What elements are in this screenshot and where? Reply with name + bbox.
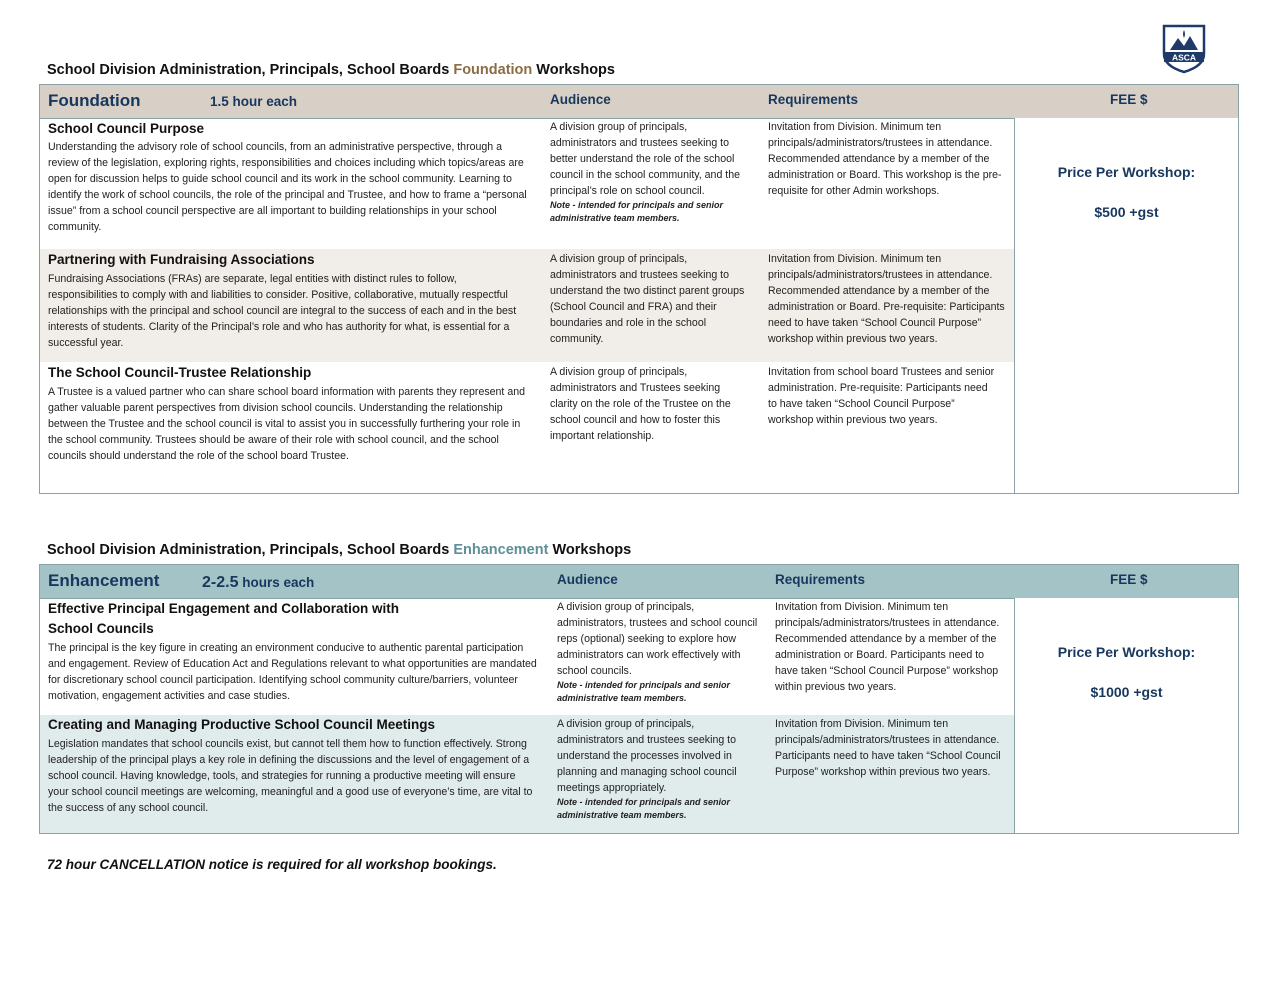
workshop-title: Effective Principal Engagement and Collaboration with School Councils — [48, 601, 400, 636]
enhancement-table — [39, 564, 1239, 834]
audience-note: Note - intended for principals and senior administrative team members. — [557, 680, 731, 703]
logo-text: ASCA — [1171, 52, 1197, 63]
audience-note: Note - intended for principals and senior administrative team members. — [557, 797, 731, 820]
workshop-requirements: Invitation from Division. Minimum ten principals/administrators/trustees in attendance. Recommended attendance by a member of the administration or Board. Participants need to have taken “School Council Purpose” workshop within previous two years. — [775, 601, 1000, 693]
workshop-title: School Council Purpose — [48, 121, 205, 136]
workshop-description: Legislation mandates that school councils exist, but cannot tell them how to function effectively. Strong leadership of the principal plays a key role in defining the discussions and the level of engagement of a school council. Having knowledge, tools, and strategies for running a productive meeting will ensure your school council meetings are welcoming, meaningful and a good use of everyone’s time, are vital to the success of any school council. — [48, 738, 533, 814]
foundation-header-duration: 1.5 hour each — [210, 94, 298, 109]
enhancement-header-duration — [202, 574, 314, 592]
foundation-title-highlight: Foundation — [453, 62, 533, 78]
fee-price: $500 +gst — [1094, 204, 1159, 220]
foundation-row-fundraising-associations — [40, 249, 1014, 362]
enhancement-section-title — [47, 542, 631, 558]
enhancement-title-suffix: Workshops — [548, 542, 632, 558]
enhancement-header-fee: FEE $ — [1110, 572, 1148, 587]
foundation-title-suffix: Workshops — [532, 62, 615, 78]
foundation-header-audience: Audience — [550, 92, 611, 107]
enhancement-table-header — [40, 565, 1238, 599]
workshop-audience — [550, 119, 750, 225]
workshop-requirements: Invitation from school board Trustees and senior administration. Pre-requisite: Participants need to have taken “School Council Purpose” workshop within previous two years. — [768, 366, 995, 426]
cancellation-notice: 72 hour CANCELLATION notice is required for all workshop bookings. — [47, 857, 497, 872]
foundation-header-requirements: Requirements — [768, 92, 859, 107]
foundation-table-header — [40, 85, 1238, 119]
foundation-title-prefix: School Division Administration, Principals, School Boards — [47, 62, 454, 78]
audience-note: Note - intended for principals and senior administrative team members. — [550, 200, 724, 223]
enhancement-header-audience: Audience — [557, 572, 618, 587]
foundation-table — [39, 84, 1239, 494]
foundation-fee-column — [1014, 118, 1238, 493]
foundation-header-fee: FEE $ — [1110, 92, 1148, 107]
workshop-description: Understanding the advisory role of school councils, from an administrative perspective, through a review of the legislation, exploring rights, responsibilities and choices including which topics/areas are open for discussion helps to guide school council and its work in the school community. Learning to identify the work of school councils, the role of the principal and Trustee, and how to frame a “personal issue” from a school council perspective are all important to building relationships in your school community. — [48, 141, 527, 233]
enhancement-title-highlight: Enhancement — [453, 542, 549, 558]
audience-text: A division group of principals, administrators and trustees seeking to better understand the role of the school council in the school community, and the principal’s role on school council. — [550, 121, 741, 197]
fee-label: Price Per Workshop: — [1057, 644, 1196, 660]
workshop-requirements: Invitation from Division. Minimum ten principals/administrators/trustees in attendance. Participants need to have taken “School Council Purpose” workshop within previous two years. — [775, 718, 1001, 778]
duration-number: 2-2.5 — [202, 574, 239, 591]
workshop-title: Creating and Managing Productive School Council Meetings — [48, 717, 436, 732]
fee-price: $1000 +gst — [1090, 684, 1163, 700]
workshop-audience: A division group of principals, administrators and Trustees seeking clarity on the role of the Trustee on the school council and how to foster this important relationship. — [550, 366, 731, 442]
enhancement-row-productive-meetings — [40, 715, 1014, 833]
foundation-row-council-trustee — [40, 362, 1014, 492]
workshop-requirements: Invitation from Division. Minimum ten principals/administrators/trustees in attendance. Recommended attendance by a member of the administration or Board. Pre-requisite: Participants need to have taken “School Council Purpose” workshop within previous two years. — [768, 253, 1005, 345]
asca-logo — [1162, 24, 1206, 74]
workshop-requirements: Invitation from Division. Minimum ten principals/administrators/trustees in attendance. Recommended attendance by a member of the administration or Board. This workshop is the pre-requisite for other Admin workshops. — [768, 121, 1002, 197]
audience-text: A division group of principals, administrators, trustees and school council reps (optional) seeking to explore how administrators can work effectively with school councils. — [557, 601, 758, 677]
enhancement-fee-column — [1014, 598, 1238, 833]
asca-shield-logo-icon — [1162, 24, 1206, 74]
workshop-description: A Trustee is a valued partner who can share school board information with parents they represent and gather valuable parent perspectives from division school councils. Understanding the relationship between the Trustee and the school council is vital to assist you in successfully furthering your role in the school community. Trustees should be aware of their role with school council, and the school councils should understand the role of the school board Trustee. — [48, 386, 525, 462]
workshop-audience: A division group of principals, administrators and trustees seeking to understand the two distinct parent groups (School Council and FRA) and their boundaries and role in the school community. — [550, 253, 745, 345]
enhancement-title-prefix: School Division Administration, Principals, School Boards — [47, 542, 454, 558]
duration-unit: hours each — [238, 575, 315, 590]
workshop-title: The School Council-Trustee Relationship — [48, 365, 312, 380]
enhancement-header-requirements: Requirements — [775, 572, 866, 587]
enhancement-row-principal-engagement — [40, 599, 1014, 715]
foundation-row-school-council-purpose — [40, 119, 1014, 249]
workshop-description: Fundraising Associations (FRAs) are separate, legal entities with distinct rules to follow, responsibilities to comply with and liabilities to consider. Positive, collaborative, mutually respectful relationships with the principal and school council are integral to the success of each and in the best interests of students. Clarity of the Principal’s role and who has authority for what, is essential for a successful year. — [48, 273, 517, 349]
foundation-section-title — [47, 62, 615, 78]
enhancement-header-name: Enhancement — [48, 571, 160, 590]
audience-text: A division group of principals, administrators and trustees seeking to understand the processes involved in planning and managing school council meetings appropriately. — [557, 718, 737, 794]
workshop-description: The principal is the key figure in creating an environment conducive to authentic parental participation and engagement. Review of Education Act and Regulations relevant to what opportunities are mandated for discretionary school council participation. Identifying school community culture/barriers, volunteer motivation, engagement activities and case studies. — [48, 642, 537, 702]
fee-label: Price Per Workshop: — [1057, 164, 1196, 180]
foundation-header-name: Foundation — [48, 91, 141, 110]
workshop-audience — [557, 599, 762, 705]
workshop-title: Partnering with Fundraising Associations — [48, 252, 315, 267]
workshop-audience — [557, 716, 762, 822]
